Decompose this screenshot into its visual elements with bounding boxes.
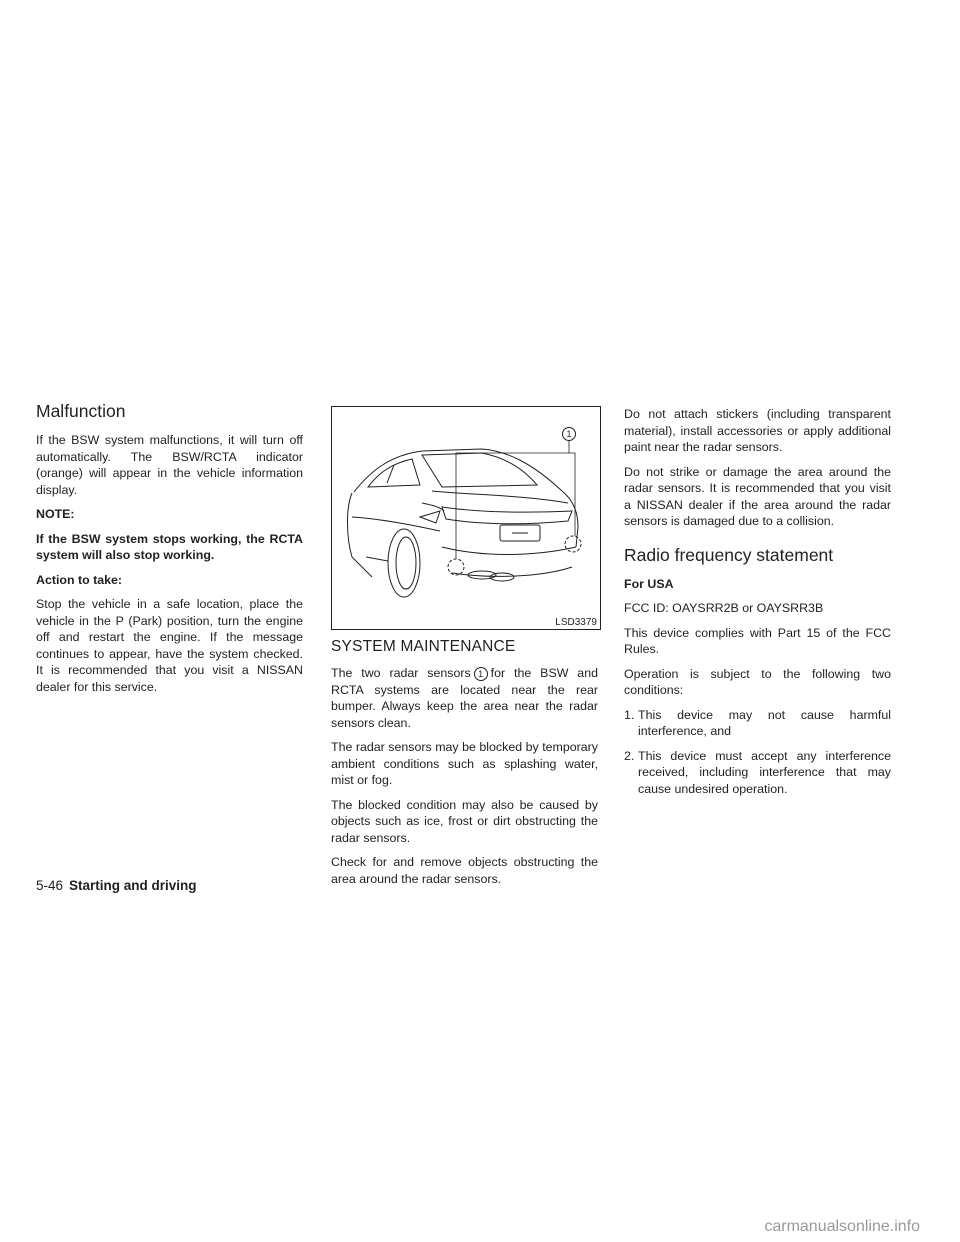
action-label: Action to take: [36,572,123,587]
right-column [624,406,891,805]
damage-paragraph: Do not strike or damage the area around the radar sensors. It is recommended that you visit a NISSAN dealer if the area around the radar sensors is damaged due to a collision. [624,464,891,528]
list-item [624,748,891,798]
list-text: This device must accept any interference received, including interference that may cause undesired operation. [638,748,891,796]
conditions-paragraph: Operation is subject to the following two conditions: [624,666,891,697]
radar-sensor-figure [331,406,601,630]
list-item [624,707,891,740]
fcc-id: FCC ID: OAYSRR2B or OAYSRR3B [624,601,824,615]
page-footer [36,878,197,893]
malfunction-heading: Malfunction [36,401,126,421]
figure-callout-1: 1 [562,427,576,441]
maintenance-paragraph-1 [331,665,598,731]
radio-frequency-heading: Radio frequency statement [624,544,834,565]
stickers-paragraph: Do not attach stickers (including transparent material), install accessories or apply additional paint near the radar sensors. [624,407,891,454]
list-number: 2. [624,748,635,763]
maintenance-paragraph-2: The radar sensors may be blocked by temporary ambient conditions such as splashing water, mist or fog. [331,740,598,787]
list-text: This device may not cause harmful interference, and [638,707,891,738]
note-label: NOTE: [36,507,75,521]
left-column [36,400,303,703]
malfunction-paragraph: If the BSW system malfunctions, it will turn off automatically. The BSW/RCTA indicator (orange) will appear in the vehicle information display. [36,433,303,497]
para1-before: The two radar sensors [331,666,471,680]
car-rear-illustration [332,407,601,630]
system-maintenance-heading: SYSTEM MAINTENANCE [331,638,516,655]
page-number: 5-46 [36,878,64,893]
inline-callout-1: 1 [474,667,488,681]
middle-column [331,637,598,895]
action-paragraph: Stop the vehicle in a safe location, place the vehicle in the P (Park) position, turn the engine off and restart the engine. If the message continues to appear, have the system checked. It is recommended that you visit a NISSAN dealer for this service. [36,597,303,694]
maintenance-paragraph-3: The blocked condition may also be caused by objects such as ice, frost or dirt obstructing the radar sensors. [331,797,598,845]
fcc-compliance-paragraph: This device complies with Part 15 of the FCC Rules. [624,625,891,656]
maintenance-paragraph-4: Check for and remove objects obstructing the area around the radar sensors. [331,855,598,886]
para1-after: for the BSW and RCTA systems are located near the rear bumper. Always keep the area near the radar sensors clean. [331,666,598,730]
watermark: carmanualsonline.info [764,1218,920,1235]
list-number: 1. [624,707,635,722]
note-text: If the BSW system stops working, the RCTA system will also stop working. [36,531,303,562]
for-usa-subhead: For USA [624,576,674,591]
figure-code: LSD3379 [555,617,597,628]
section-title: Starting and driving [69,878,197,893]
